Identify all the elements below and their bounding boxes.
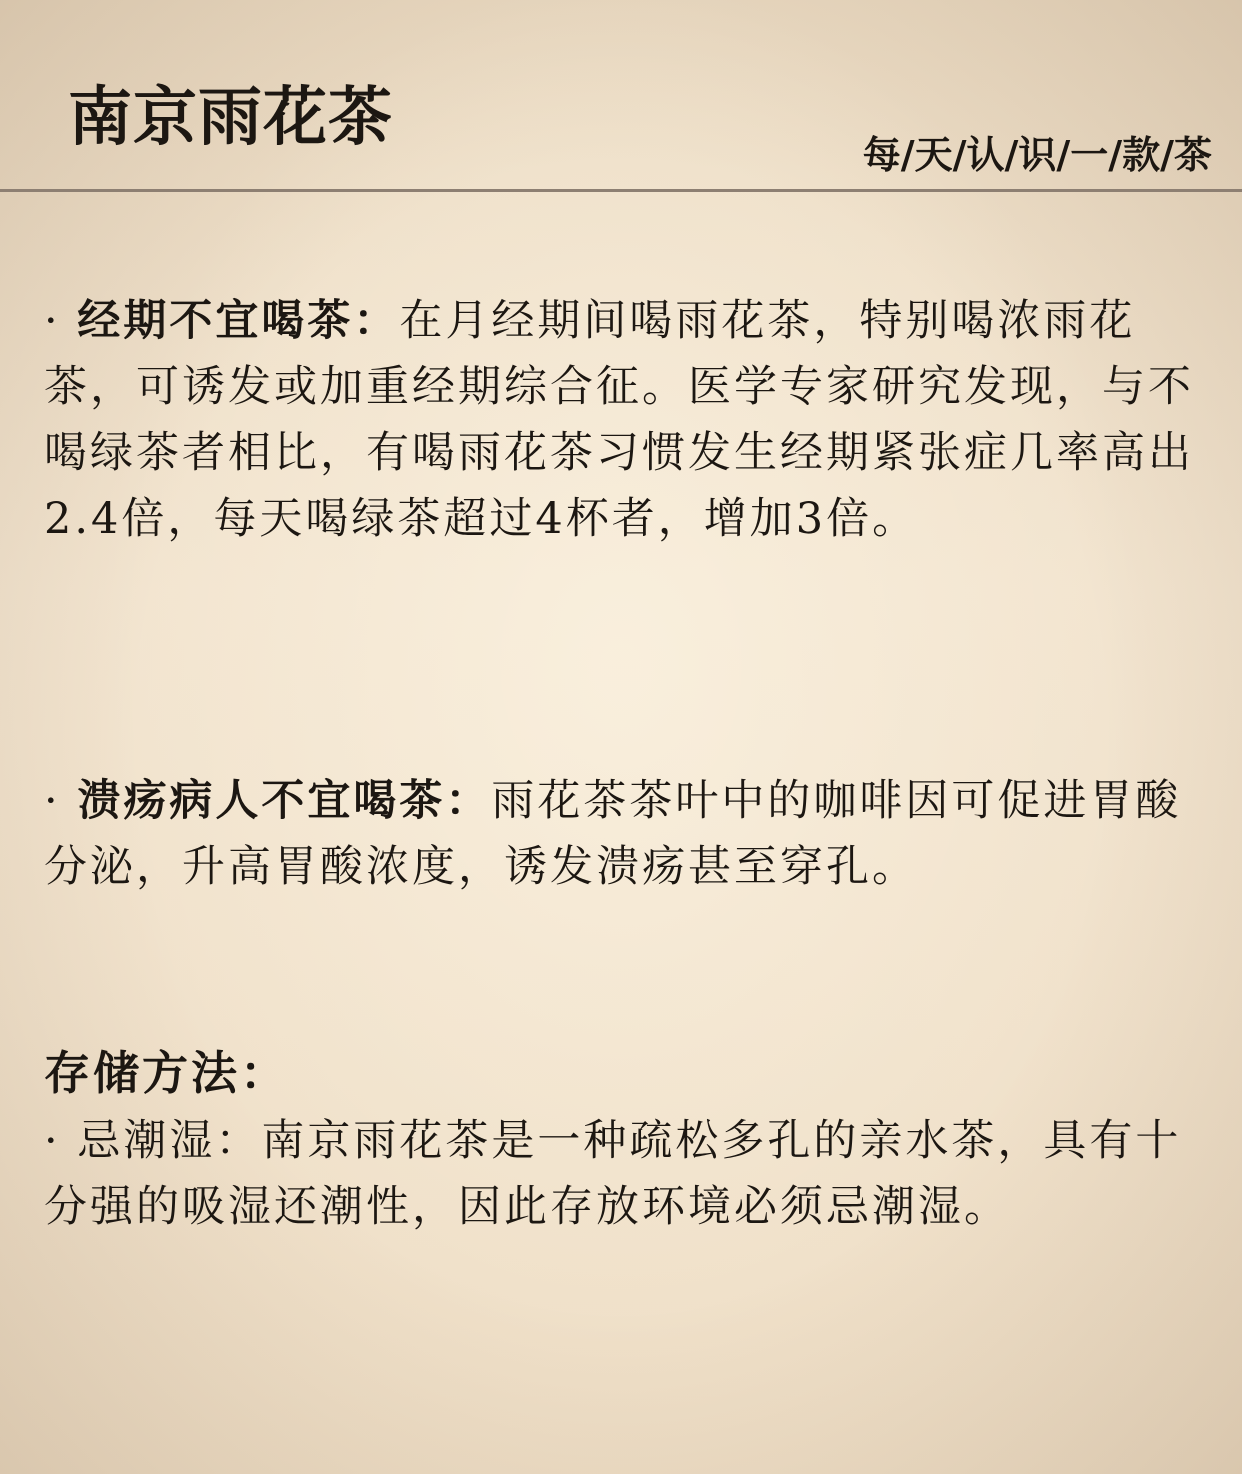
storage-item-label: 忌潮湿： <box>77 1116 262 1166</box>
bullet: · <box>44 776 78 826</box>
section-heading: 经期不宜喝茶： <box>77 296 400 346</box>
storage-item-humidity <box>44 1108 1194 1240</box>
header-divider <box>0 189 1242 192</box>
storage-item-body: 南京雨花茶是一种疏松多孔的亲水茶，具有十分强的吸湿还潮性，因此存放环境必须忌潮湿。 <box>44 1116 1182 1232</box>
section-body: 雨花茶茶叶中的咖啡因可促进胃酸分泌，升高胃酸浓度，诱发溃疡甚至穿孔。 <box>44 776 1182 892</box>
bullet: · <box>44 296 78 346</box>
slogan: 每/天/认/识/一/款/茶 <box>862 132 1212 177</box>
section-heading: 溃疡病人不宜喝茶： <box>77 776 492 826</box>
storage-heading: 存储方法： <box>44 1046 289 1100</box>
page-title: 南京雨花茶 <box>68 80 393 155</box>
section-body: 在月经期间喝雨花茶，特别喝浓雨花茶，可诱发或加重经期综合征。医学专家研究发现，与不喝绿茶者相比，有喝雨花茶习惯发生经期紧张症几率高出2.4倍，每天喝绿茶超过4杯者，增加3倍。 <box>44 296 1194 544</box>
page-header <box>0 0 1242 190</box>
section-ulcer-patients <box>44 768 1194 900</box>
bullet: · <box>44 1116 78 1166</box>
section-menstrual-period <box>44 288 1194 552</box>
